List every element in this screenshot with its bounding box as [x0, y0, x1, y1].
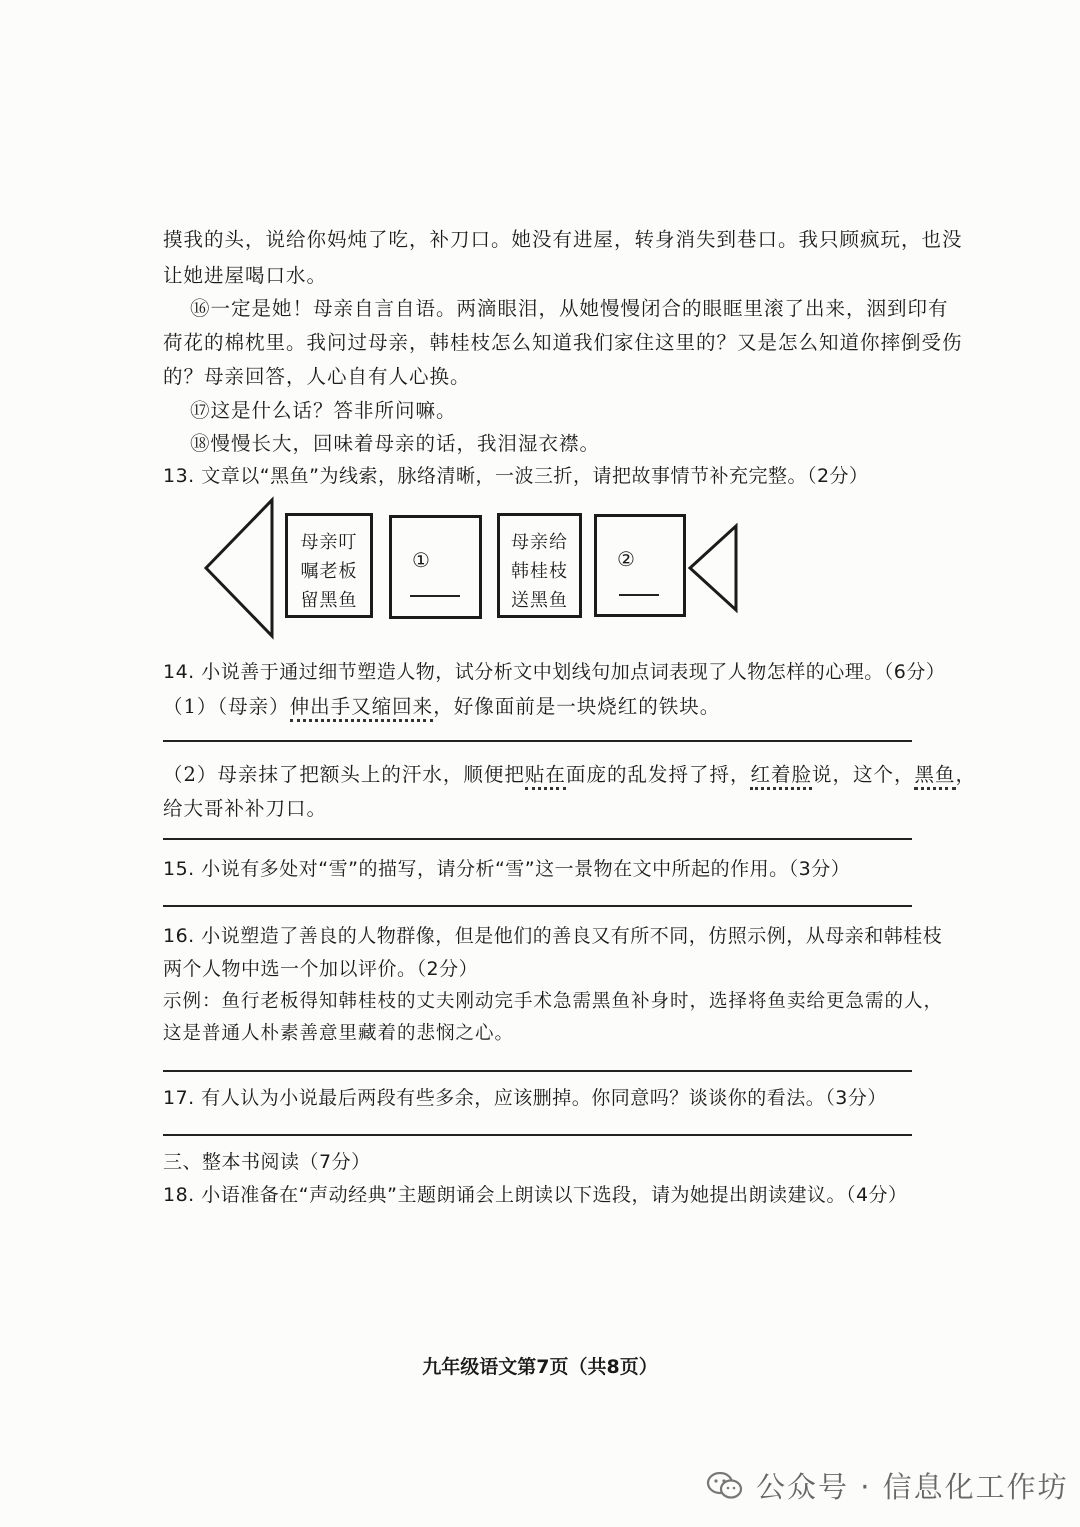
plot-box-3-line-1: 母亲给: [511, 532, 568, 553]
plot-box-1-line-1: 母亲叮: [300, 532, 358, 553]
question-16-line-1: 16. 小说塑造了善良的人物群像，但是他们的善良又有所不同，仿照示例，从母亲和韩桂枝: [163, 925, 943, 947]
blank-1-line: [410, 595, 460, 597]
fish-head-triangle: [206, 500, 272, 636]
q14-sentence-2: [163, 759, 976, 787]
plot-blank-2[interactable]: [594, 514, 686, 617]
answer-line-17[interactable]: [163, 1134, 912, 1136]
passage-line-6: ⑰这是什么话？答非所问嘛。: [190, 399, 457, 422]
answer-line-15[interactable]: [163, 905, 912, 907]
q14-s2-prefix: （2）母亲抹了把额头上的汗水，顺便把: [163, 763, 525, 786]
q16-example-line-1: 示例：鱼行老板得知韩桂枝的丈夫刚动完手术急需黑鱼补身时，选择将鱼卖给更急需的人，: [163, 991, 944, 1012]
plot-blank-1[interactable]: [389, 515, 482, 619]
page-footer: 九年级语文第7页（共8页）: [422, 1356, 658, 1378]
question-17: 17. 有人认为小说最后两段有些多余，应该删掉。你同意吗？谈谈你的看法。（3分）: [163, 1087, 887, 1109]
blank-1-number: ①: [412, 548, 430, 572]
passage-line-7: ⑱慢慢长大，回味着母亲的话，我泪湿衣襟。: [190, 432, 601, 455]
q14-sentence-1: [163, 691, 720, 719]
question-18: 18. 小语准备在“声动经典”主题朗诵会上朗读以下选段，请为她提出朗读建议。（4分）: [163, 1184, 908, 1206]
q16-example-line-2: 这是普通人朴素善意里藏着的悲悯之心。: [163, 1023, 515, 1044]
section-3-title: 三、整本书阅读（7分）: [163, 1151, 371, 1173]
question-13: 13. 文章以“黑鱼”为线索，脉络清晰，一波三折，请把故事情节补充完整。（2分）: [163, 465, 869, 487]
passage-line-3: ⑯一定是她！母亲自言自语。两滴眼泪，从她慢慢闭合的眼眶里滚了出来，洇到印有: [190, 297, 949, 320]
wechat-icon: [706, 1471, 744, 1501]
q14-s2-mid-2: 说，这个，: [811, 763, 915, 786]
q14-s2-dotted-2: 红着脸: [750, 763, 812, 790]
plot-box-1: [285, 513, 373, 618]
answer-line-16[interactable]: [163, 1070, 912, 1072]
q14-s1-suffix: ，好像面前是一块烧红的铁块。: [433, 695, 721, 718]
q14-sentence-2-line-2: 给大哥补补刀口。: [163, 797, 328, 820]
plot-box-3: [497, 513, 582, 618]
answer-line-14-2[interactable]: [163, 838, 912, 840]
q14-s2-dotted-3: 黑鱼: [914, 763, 955, 790]
q14-s1-prefix: （1）（母亲）: [163, 695, 290, 718]
q14-s2-suffix: ，: [955, 763, 977, 786]
watermark-text: 公众号 · 信息化工作坊: [756, 1470, 1069, 1504]
plot-box-3-line-3: 送黑鱼: [511, 590, 568, 611]
passage-line-4: 荷花的棉枕里。我问过母亲，韩桂枝怎么知道我们家住这里的？又是怎么知道你摔倒受伤: [163, 331, 963, 354]
plot-box-1-line-2: 嘱老板: [300, 561, 358, 582]
blank-2-line: [619, 594, 659, 596]
question-16-line-2: 两个人物中选一个加以评价。（2分）: [163, 958, 479, 980]
passage-line-1: 摸我的头，说给你妈炖了吃，补刀口。她没有进屋，转身消失到巷口。我只顾疯玩，也没: [163, 228, 963, 251]
wechat-watermark: [706, 1465, 1069, 1506]
q14-s1-dotted-words: 伸出手又缩回来: [290, 695, 434, 722]
fish-tail-triangle: [690, 526, 736, 610]
question-14: 14. 小说善于通过细节塑造人物，试分析文中划线句加点词表现了人物怎样的心理。（6分）: [163, 661, 946, 683]
blank-2-number: ②: [617, 547, 635, 571]
passage-line-2: 让她进屋喝口水。: [163, 264, 328, 287]
passage-line-5: 的？母亲回答，人心自有人心换。: [163, 365, 471, 388]
question-15: 15. 小说有多处对“雪”的描写，请分析“雪”这一景物在文中所起的作用。（3分）: [163, 858, 851, 880]
plot-box-3-line-2: 韩桂枝: [511, 561, 568, 582]
plot-box-1-line-3: 留黑鱼: [300, 590, 358, 611]
q14-s2-dotted-1: 贴在: [525, 763, 566, 790]
q14-s2-mid-1: 面庞的乱发捋了捋，: [565, 763, 751, 786]
answer-line-14-1[interactable]: [163, 740, 912, 742]
